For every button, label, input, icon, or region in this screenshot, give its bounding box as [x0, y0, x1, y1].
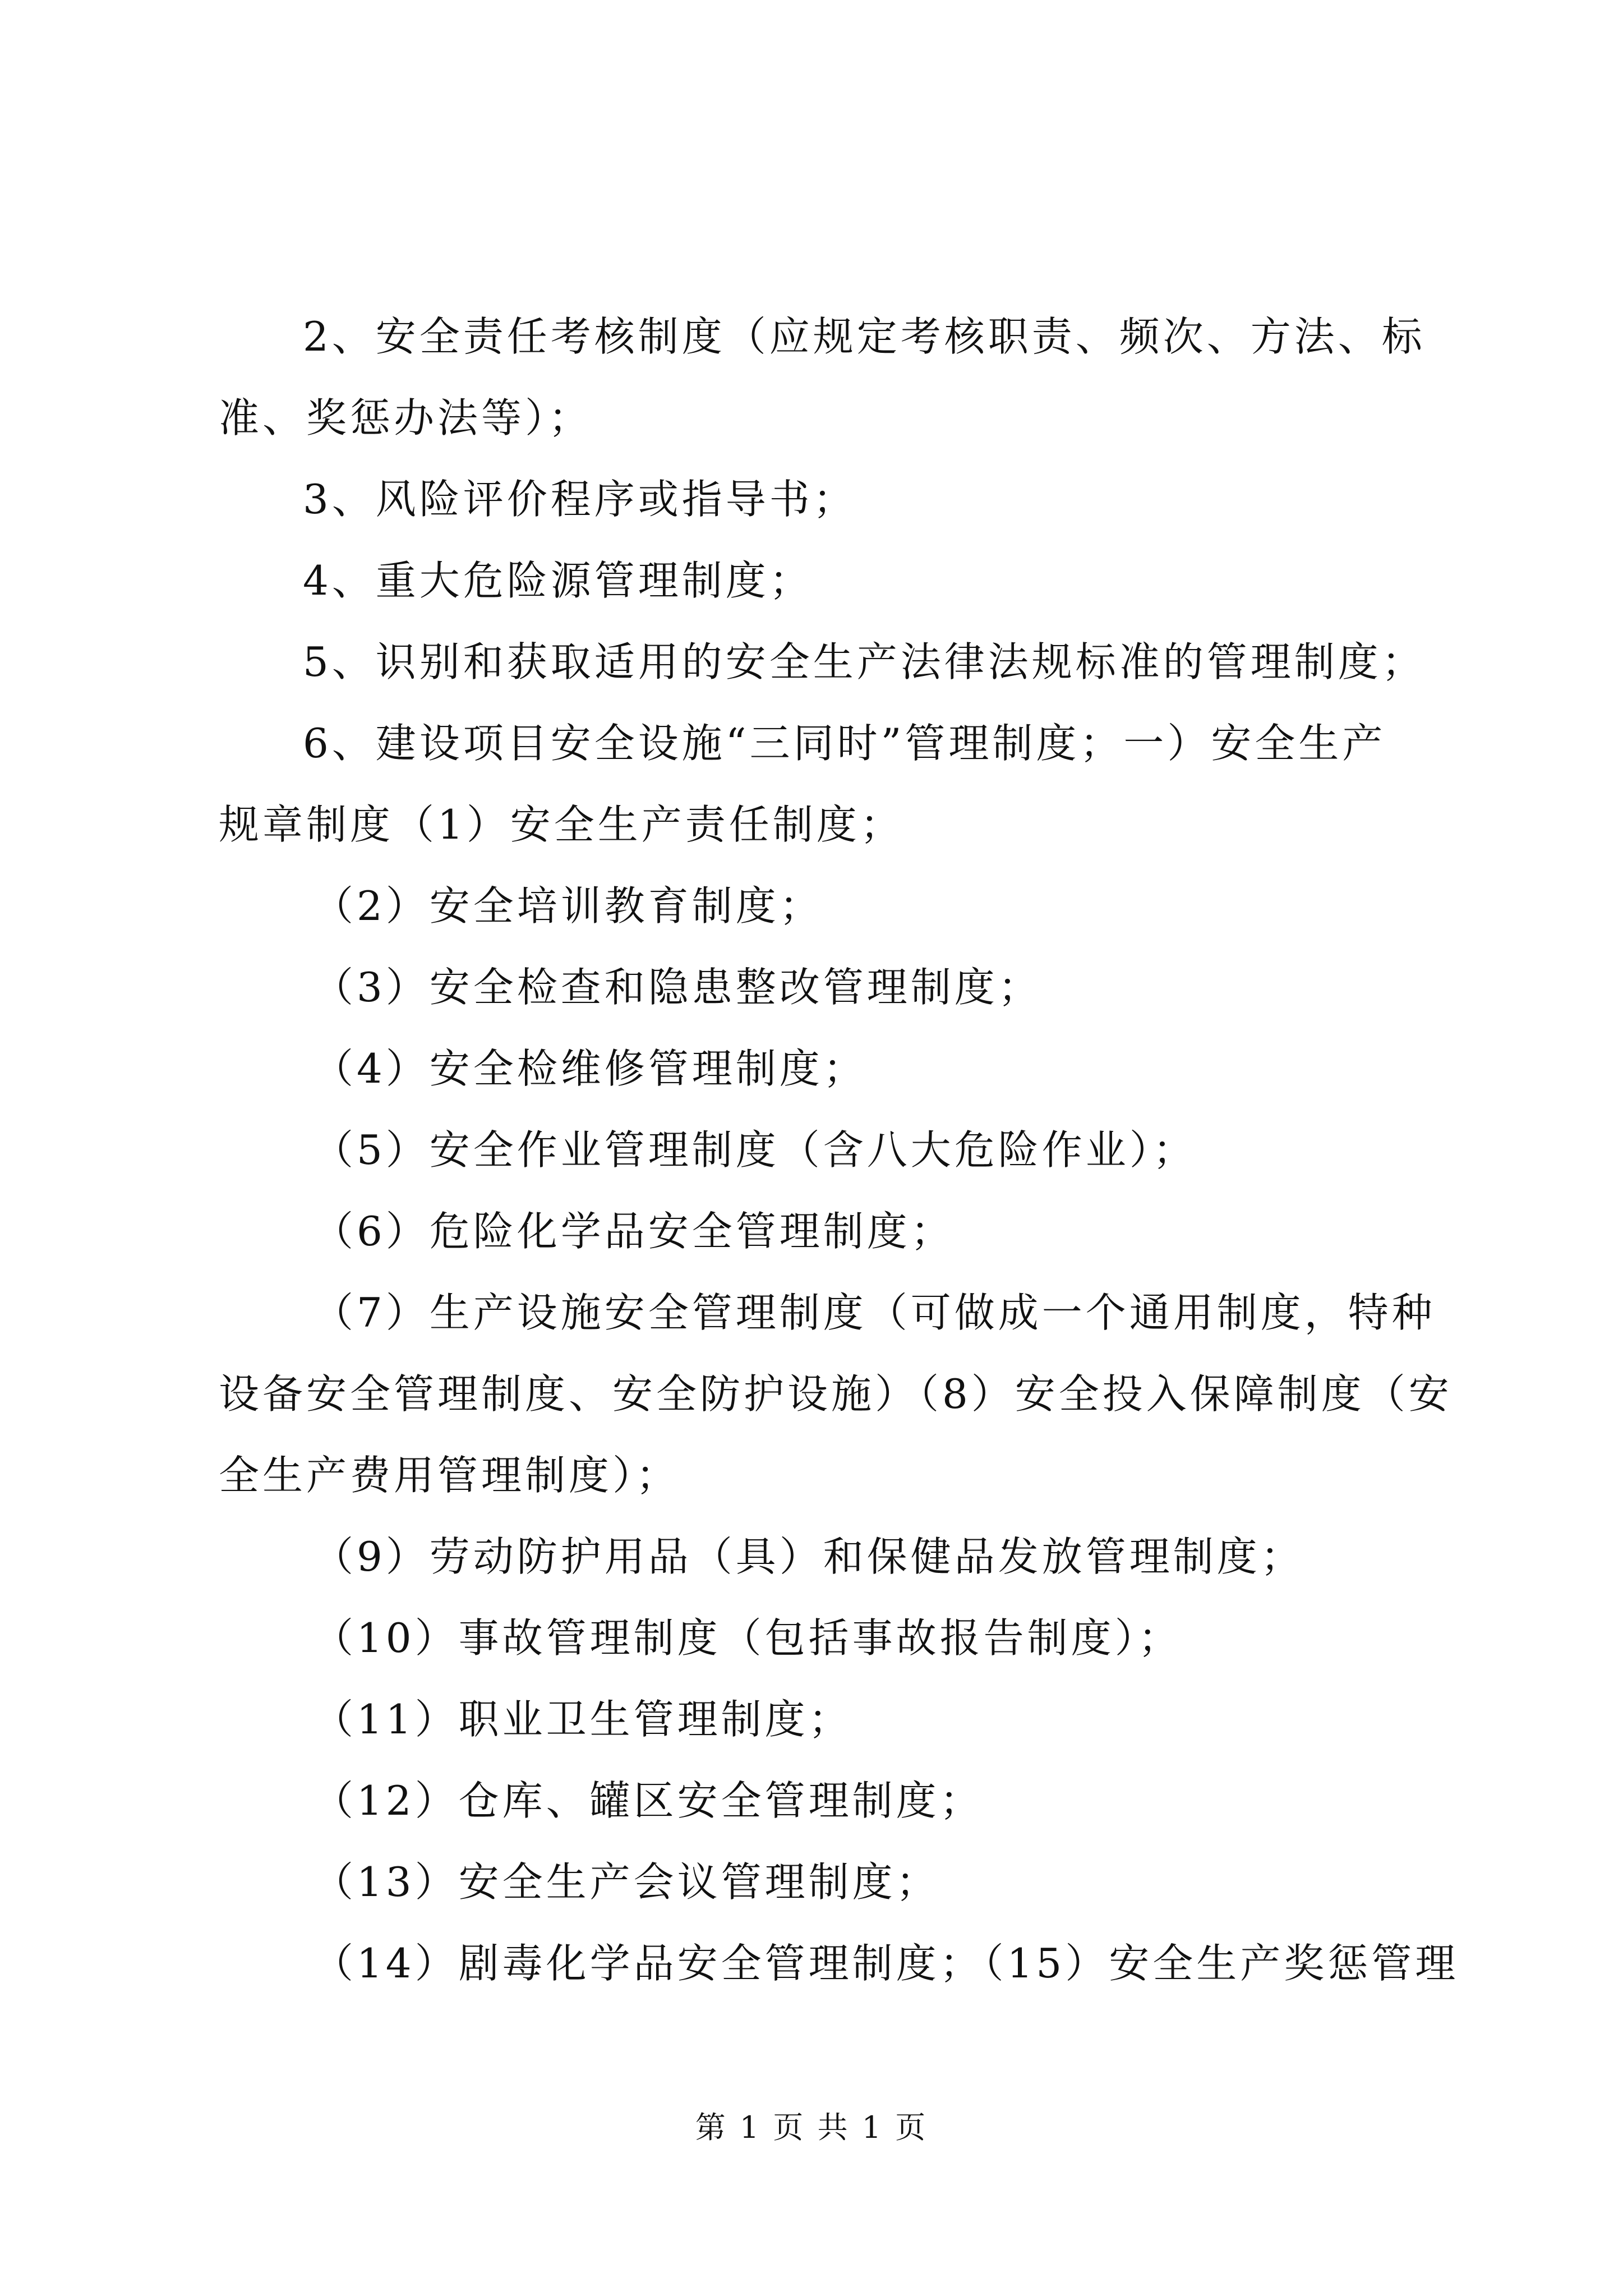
text-line-17: （10）事故管理制度（包括事故报告制度）；: [313, 1614, 1182, 1662]
text-line-20: （13）安全生产会议管理制度；: [313, 1858, 940, 1906]
text-line-11: （5）安全作业管理制度（含八大危险作业）；: [313, 1126, 1197, 1174]
text-line-7: 规章制度（1）安全生产责任制度；: [219, 801, 904, 848]
text-line-6: 6、建设项目安全设施“三同时”管理制度；一）安全生产: [303, 720, 1386, 767]
text-line-14: 设备安全管理制度、安全防护设施）（8）安全投入保障制度（安: [219, 1370, 1453, 1418]
text-line-4: 4、重大危险源管理制度；: [303, 557, 813, 604]
text-line-2: 准、奖惩办法等）；: [219, 394, 593, 441]
page-footer: 第 1 页 共 1 页: [695, 2110, 928, 2145]
text-line-12: （6）危险化学品安全管理制度；: [313, 1208, 955, 1255]
text-line-21: （14）剧毒化学品安全管理制度；（15）安全生产奖惩管理: [313, 1940, 1459, 1987]
text-line-5: 5、识别和获取适用的安全生产法律法规标准的管理制度；: [303, 638, 1426, 685]
text-line-18: （11）职业卫生管理制度；: [313, 1696, 852, 1743]
text-line-1: 2、安全责任考核制度（应规定考核职责、频次、方法、标: [303, 313, 1426, 360]
text-line-10: （4）安全检维修管理制度；: [313, 1045, 867, 1092]
text-line-15: 全生产费用管理制度）；: [219, 1452, 680, 1499]
text-line-13: （7）生产设施安全管理制度（可做成一个通用制度，特种: [313, 1289, 1436, 1336]
text-line-16: （9）劳动防护用品（具）和保健品发放管理制度；: [313, 1533, 1304, 1580]
text-line-9: （3）安全检查和隐患整改管理制度；: [313, 964, 1042, 1011]
text-line-3: 3、风险评价程序或指导书；: [303, 476, 857, 523]
text-line-19: （12）仓库、罐区安全管理制度；: [313, 1777, 984, 1824]
text-line-8: （2）安全培训教育制度；: [313, 882, 823, 930]
